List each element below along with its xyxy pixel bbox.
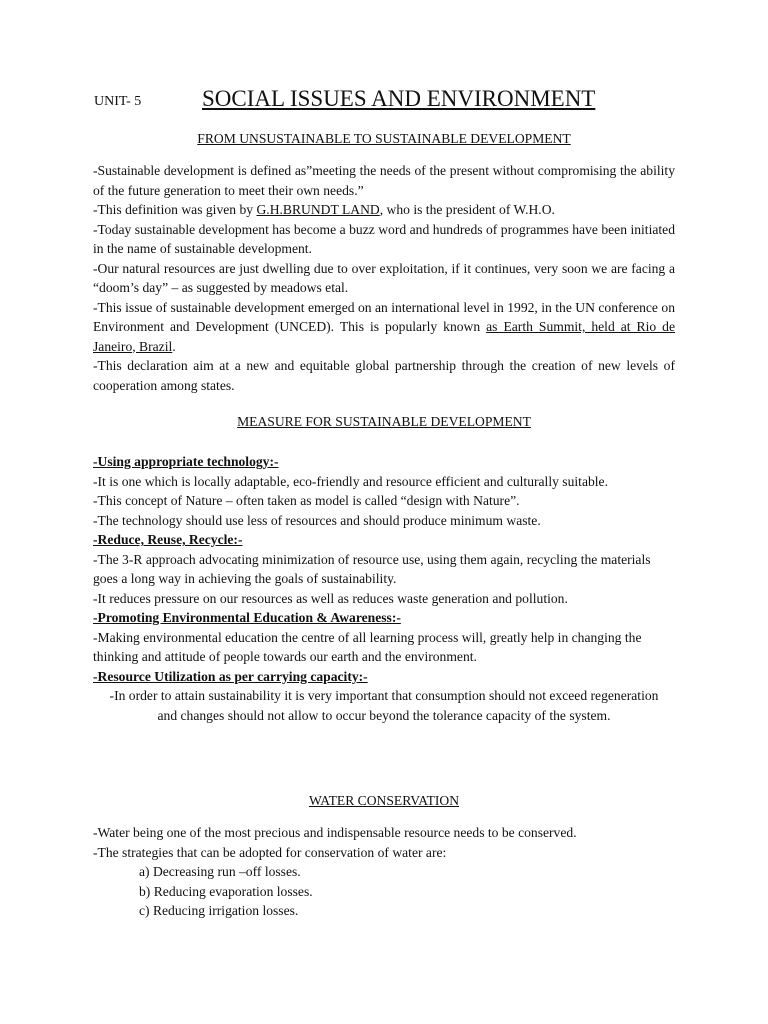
author-name: G.H.BRUNDT LAND [256,202,380,217]
text-3r-1: -The 3-R approach advocating minimization of resource use, using them again, recycling the materials goes a long way in achieving the goals of sustainability. [93,551,651,586]
text-education-1: -Making environmental education the centre of all learning process will, greatly help in changing the thinking and attitude of people towards our earth and the environment. [93,629,642,664]
unit-label: UNIT- 5 [94,94,142,109]
text-carrying-capacity: -In order to attain sustainability it is very important that consumption should not exceed regeneration and changes should not allow to occur beyond the tolerance capacity of the system. [109,688,659,723]
paragraph-author-pre: -This definition was given by [93,202,257,217]
document-header [94,86,684,120]
section-title-measures: MEASURE FOR SUSTAINABLE DEVELOPMENT [237,414,531,429]
paragraph-declaration: -This declaration aim at a new and equitable global partnership through the creation of new levels of cooperation among states. [93,358,675,393]
heading-carrying-capacity: -Resource Utilization as per carrying capacity:- [93,668,368,684]
heading-reduce-reuse-recycle: -Reduce, Reuse, Recycle:- [93,532,243,547]
text-3r-2: -It reduces pressure on our resources as well as reduces waste generation and pollution. [93,590,568,606]
paragraph-buzz-word: -Today sustainable development has become a buzz word and hundreds of programmes have been initiated in the name of sustainable development. [93,221,675,256]
paragraph-earth-summit-pre: -This issue of sustainable development emerged on an international level in 1992, in the UN conference on Environment and Development (UNCED). This is popularly known [93,299,675,334]
list-item: c) Reducing irrigation losses. [139,903,299,918]
text-water-2: -The strategies that can be adopted for conservation of water are: [93,844,447,860]
earth-summit-text: as Earth Summit, held at Rio de Janeiro, Brazil [93,319,675,354]
paragraph-author-post: , who is the president of W.H.O. [379,202,555,217]
page-title: SOCIAL ISSUES AND ENVIRONMENT [202,86,596,111]
paragraph-definition: -Sustainable development is defined as”meeting the needs of the present without compromising the ability of the future generation to meet their own needs.” [93,163,675,198]
text-technology-2: -This concept of Nature – often taken as model is called “design with Nature”. [93,493,520,508]
list-item: a) Decreasing run –off losses. [139,864,301,879]
text-water-1: -Water being one of the most precious and indispensable resource needs to be conserved. [93,825,577,840]
paragraph-author [93,200,675,220]
section-title-water-conservation: WATER CONSERVATION [308,793,460,808]
paragraph-earth-summit [93,298,675,357]
section-body-water-conservation [93,823,675,921]
heading-appropriate-technology: -Using appropriate technology:- [93,454,279,469]
text-technology-3: -The technology should use less of resources and should produce minimum waste. [93,512,541,528]
section-body-sustainable-development [93,161,675,395]
paragraph-earth-summit-post: . [172,338,176,354]
section-body-measures [93,452,675,725]
list-item: b) Reducing evaporation losses. [139,883,313,899]
heading-environmental-education: -Promoting Environmental Education & Awareness:- [93,610,401,625]
paragraph-natural-resources: -Our natural resources are just dwelling due to over exploitation, if it continues, very soon we are facing a “doom’s day” – as suggested by meadows etal. [93,260,675,295]
section-title-sustainable-development: FROM UNSUSTAINABLE TO SUSTAINABLE DEVELOPMENT [197,131,571,146]
text-technology-1: -It is one which is locally adaptable, eco-friendly and resource efficient and culturally suitable. [93,473,608,489]
